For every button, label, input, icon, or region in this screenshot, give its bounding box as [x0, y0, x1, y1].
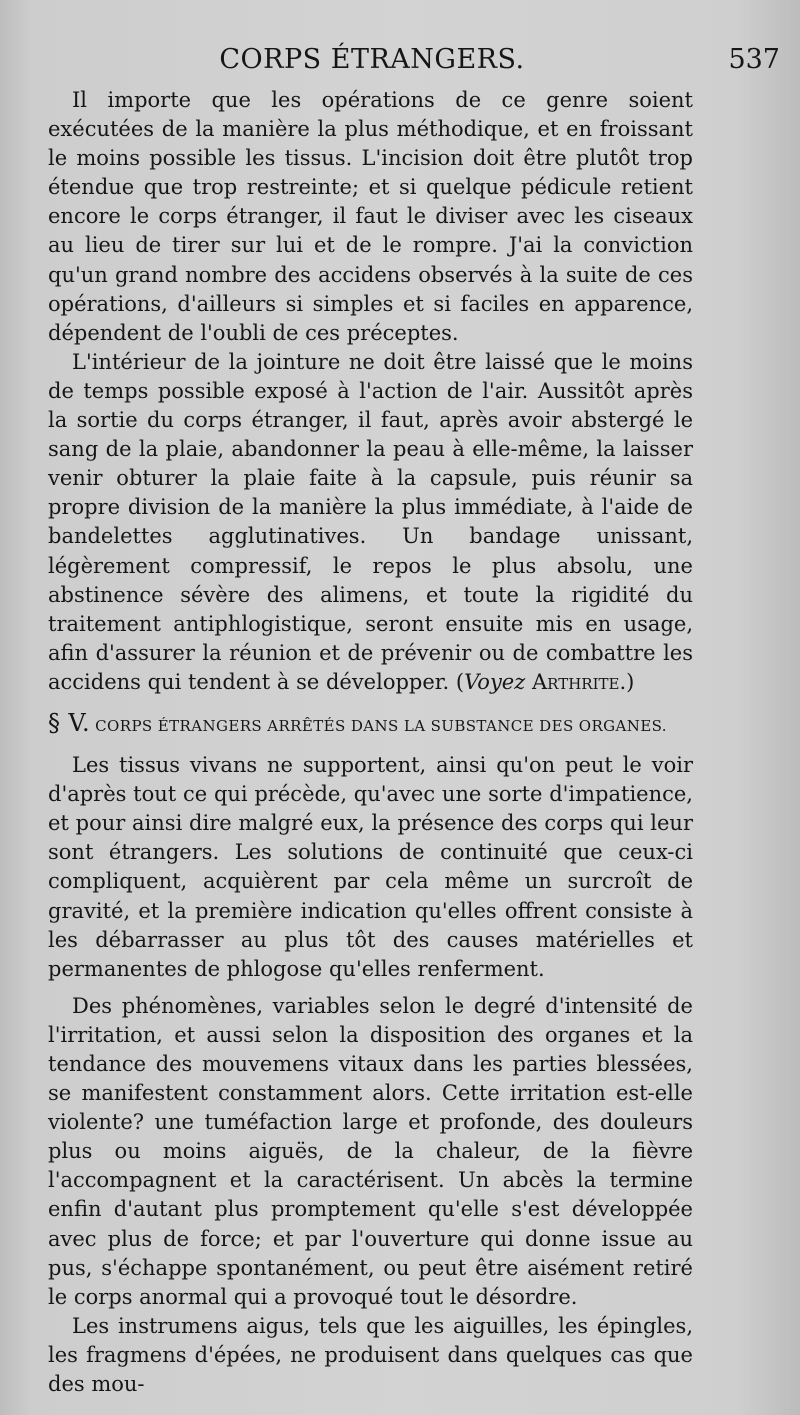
page-header — [48, 44, 780, 84]
page-body — [48, 86, 693, 1399]
reference-close: .) — [619, 669, 635, 694]
section-title: CORPS ÉTRANGERS ARRÊTÉS DANS LA SUBSTANCE DES ORGANES. — [95, 716, 667, 735]
paragraph-4: Des phénomènes, variables selon le degré d'intensité de l'irritation, et aussi selon la disposition des organes et la tendance des mouvemens vitaux dans les parties blessées, se manifestent constamment alors. Cette irritation est-elle violente? une tuméfaction large et profonde, des douleurs plus ou moins aiguës, de la chaleur, de la fièvre l'accompagnent et la caractérisent. Un abcès la termine enfin d'autant plus promptement qu'elle s'est développée avec plus de force; et par l'ouverture qui donne issue au pus, s'échappe spontanément, ou peut être aisément retiré le corps anormal qui a provoqué tout le désordre. — [48, 993, 693, 1309]
voyez-reference: Voyez — [464, 669, 526, 694]
section-symbol: § V. — [48, 708, 90, 737]
paragraph-2-text: L'intérieur de la jointure ne doit être laissé que le moins de temps possible exposé à l'action de l'air. Aussitôt après la sortie du corps étranger, il faut, après avoir abstergé le sang de la plaie, abandonner la peau à elle-même, la laisser venir obturer la plaie faite à la capsule, puis réunir sa propre division de la manière la plus immédiate, à l'aide de bandelettes agglutinatives. Un bandage unissant, légèrement compressif, le repos le plus absolu, une abstinence sévère des alimens, et toute la rigidité du traitement antiphlogistique, seront ensuite mis en usage, afin d'assurer la réunion et de prévenir ou de combattre les accidens qui tendent à se développer. ( — [48, 349, 693, 694]
paragraph-5: Les instrumens aigus, tels que les aiguilles, les épingles, les fragmens d'épées, ne produisent dans quelques cas que des mou- — [48, 1313, 693, 1397]
paragraph-1: Il importe que les opérations de ce genre soient exécutées de la manière la plus méthodique, et en froissant le moins possible les tissus. L'incision doit être plutôt trop étendue que trop restreinte; et si quelque pédicule retient encore le corps étranger, il faut le diviser avec les ciseaux au lieu de tirer sur lui et de le rompre. J'ai la conviction qu'un grand nombre des accidens observés à la suite de ces opérations, d'ailleurs si simples et si faciles en apparence, dépendent de l'oubli de ces préceptes. — [48, 88, 693, 345]
paragraph-3: Les tissus vivans ne supportent, ainsi qu'on peut le voir d'après tout ce qui précède, qu'avec une sorte d'impatience, et pour ainsi dire malgré eux, la présence des corps qui leur sont étrangers. Les solutions de continuité que ceux-ci compliquent, acquièrent par cela même un surcroît de gravité, et la première indication qu'elles offrent consiste à les débarrasser au plus tôt des causes matérielles et permanentes de phlogose qu'elles renferment. — [48, 753, 693, 981]
paragraph-2 — [48, 348, 693, 697]
running-head: CORPS ÉTRANGERS. — [219, 44, 525, 75]
paragraph-gap — [48, 984, 693, 992]
page-number: 537 — [728, 44, 780, 75]
arthrite-reference: Arthrite — [532, 669, 620, 694]
section-heading — [48, 709, 693, 741]
